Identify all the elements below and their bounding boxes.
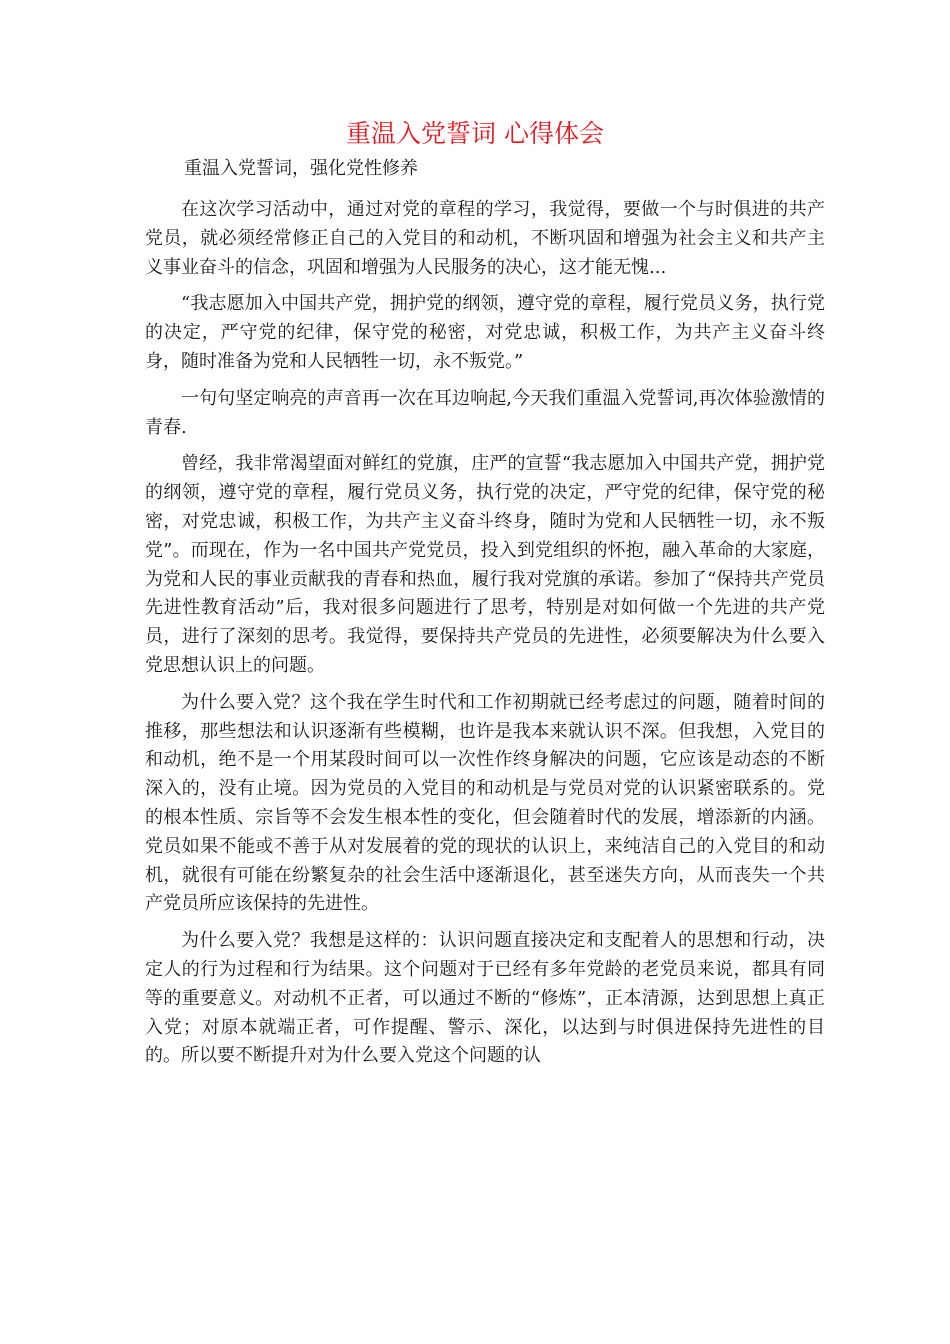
paragraph-why-join-1: 为什么要入党？这个我在学生时代和工作初期就已经考虑过的问题，随着时间的推移，那些想法和认识逐渐有些模糊，也许是我本来就认识不深。但我想，入党目的和动机，绝不是一个用某段时间可以一次性作终身解决的问题，它应该是动态的不断深入的，没有止境。因为党员的入党目的和动机是与党员对党的认识紧密联系的。党的根本性质、宗旨等不会发生根本性的变化，但会随着时代的发展，增添新的内涵。党员如果不能或不善于从对发展着的党的现状的认识上，来纯洁自己的入党目的和动机，就很有可能在纷繁复杂的社会生活中逐渐退化，甚至迷失方向，从而丧失一个共产党员所应该保持的先进性。 xyxy=(145,691,825,915)
paragraph-echo: 一句句坚定响亮的声音再一次在耳边响起,今天我们重温入党誓词,再次体验激情的青春. xyxy=(145,387,825,438)
paragraph-memory: 曾经，我非常渴望面对鲜红的党旗，庄严的宣誓“我志愿加入中国共产党，拥护党的纲领，遵守党的章程，履行党员义务，执行党的决定，严守党的纪律，保守党的秘密，对党忠诚，积极工作，为共产主义奋斗终身，随时为党和人民牺牲一切，永不叛党”。而现在，作为一名中国共产党党员，投入到党组织的怀抱，融入革命的大家庭，为党和人民的事业贡献我的青春和热血，履行我对党旗的承诺。参加了“保持共产党员先进性教育活动”后，我对很多问题进行了思考，特别是对如何做一个先进的共产党员，进行了深刻的思考。我觉得，要保持共产党员的先进性，必须要解决为什么要入党思想认识上的问题。 xyxy=(145,453,825,676)
document-title: 重温入党誓词 心得体会 xyxy=(346,119,604,148)
paragraph-oath: “我志愿加入中国共产党，拥护党的纲领，遵守党的章程，履行党员义务，执行党的决定，严守党的纪律，保守党的秘密，对党忠诚，积极工作，为共产主义奋斗终身，随时准备为党和人民牺牲一切，永不叛党。” xyxy=(145,293,825,372)
paragraph-intro: 在这次学习活动中，通过对党的章程的学习，我觉得，要做一个与时俱进的共产党员，就必须经常修正自己的入党目的和动机，不断巩固和增强为社会主义和共产主义事业奋斗的信念，巩固和增强为人民服务的决心，这才能无愧... xyxy=(145,199,825,278)
document-subtitle: 重温入党誓词，强化党性修养 xyxy=(184,158,418,179)
paragraph-why-join-2: 为什么要入党？我想是这样的：认识问题直接决定和支配着人的思想和行动，决定人的行为过程和行为结果。这个问题对于已经有多年党龄的老党员来说，都具有同等的重要意义。对动机不正者，可以通过不断的“修炼”，正本清源，达到思想上真正入党；对原本就端正者，可作提醒、警示、深化，以达到与时俱进保持先进性的目的。所以要不断提升对为什么要入党这个问题的认 xyxy=(145,930,825,1067)
document-body xyxy=(145,196,825,1079)
